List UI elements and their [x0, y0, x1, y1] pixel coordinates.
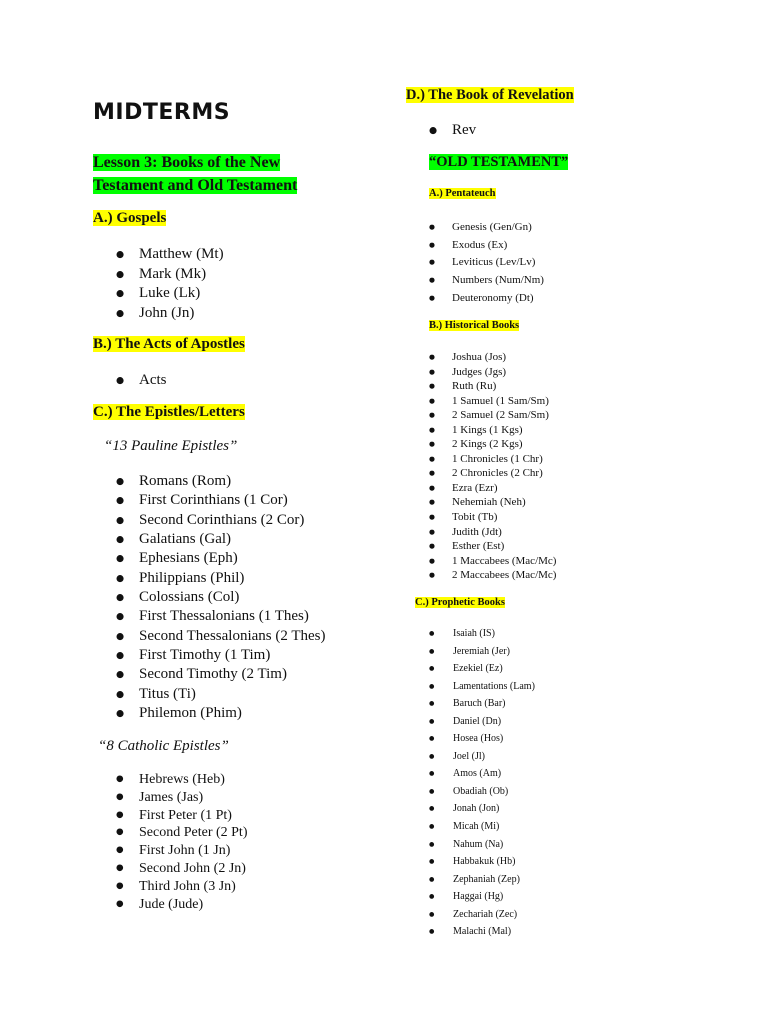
old-testament-heading: “OLD TESTAMENT” [429, 154, 569, 170]
list-item [429, 888, 535, 906]
bullet-icon: ● [116, 708, 125, 720]
list-item [429, 695, 535, 713]
list-item [429, 272, 544, 290]
list-item [116, 789, 247, 807]
list-item [116, 491, 326, 510]
list-item-text: First Thessalonians (1 Thes) [139, 608, 309, 625]
list-item-text: James (Jas) [139, 789, 204, 805]
bullet-icon: ● [429, 910, 435, 918]
list-item-text: Haggai (Hg) [453, 891, 504, 903]
list-item-text: Philemon (Phim) [139, 705, 242, 722]
list-item-text: Esther (Est) [452, 540, 505, 553]
list-item-text: Zephaniah (Zep) [453, 873, 520, 885]
list-item [116, 607, 326, 626]
bullet-icon: ● [429, 542, 435, 551]
list-item-text: First John (1 Jn) [139, 843, 231, 859]
list-item [429, 818, 535, 836]
list-item-text: 2 Chronicles (2 Chr) [452, 467, 543, 480]
bullet-icon: ● [116, 249, 125, 260]
list-item-text: Hebrews (Heb) [139, 772, 225, 787]
list-item [429, 510, 556, 525]
bullet-icon: ● [429, 805, 435, 813]
catholic-epistles-list [116, 771, 247, 913]
list-item [429, 219, 544, 237]
list-item [116, 860, 247, 878]
bullet-icon: ● [116, 476, 125, 487]
bullet-icon: ● [116, 791, 124, 802]
list-item [429, 350, 556, 365]
list-item [429, 554, 556, 569]
list-item [429, 678, 535, 696]
list-item-text: Jude (Jude) [139, 896, 204, 912]
list-item [116, 245, 224, 265]
list-item [429, 254, 544, 272]
list-item [429, 800, 535, 818]
catholic-epistles-label: “8 Catholic Epistles” [98, 738, 229, 754]
prophetic-books-list [429, 625, 535, 941]
bullet-icon: ● [429, 875, 435, 883]
pauline-epistles-list [116, 472, 326, 723]
list-item [429, 748, 535, 766]
bullet-icon: ● [116, 514, 125, 526]
list-item-text: Tobit (Tb) [452, 511, 498, 524]
bullet-icon: ● [116, 592, 125, 604]
list-item-text: First Corinthians (1 Cor) [139, 492, 288, 509]
list-item [429, 394, 556, 409]
bullet-icon: ● [116, 845, 124, 856]
list-item [116, 807, 247, 825]
bullet-icon: ● [429, 411, 435, 420]
bullet-icon: ● [429, 928, 435, 936]
list-item-text: First Timothy (1 Tim) [139, 647, 271, 664]
list-item-text: First Peter (1 Pt) [139, 807, 232, 823]
list-item-text: Colossians (Col) [139, 589, 240, 606]
list-item-text: Ruth (Ru) [452, 380, 497, 393]
list-item-text: Obadiah (Ob) [453, 785, 509, 797]
list-item [429, 237, 544, 255]
list-item [116, 511, 326, 530]
list-item-text: Joshua (Jos) [452, 351, 507, 363]
list-item [429, 423, 556, 438]
bullet-icon: ● [429, 682, 435, 690]
list-item [429, 871, 535, 889]
list-item-text: Exodus (Ex) [452, 238, 508, 251]
list-item-text: Genesis (Gen/Gn) [452, 221, 532, 233]
list-item-text: Second John (2 Jn) [139, 860, 246, 876]
list-item [429, 481, 556, 496]
list-item [429, 765, 535, 783]
list-item [116, 824, 247, 842]
list-item [116, 704, 326, 723]
list-item-text: Hosea (Hos) [453, 733, 504, 745]
list-item-text: Joel (Jl) [453, 750, 485, 762]
bullet-icon: ● [429, 293, 435, 302]
historical-books-heading: B.) Historical Books [429, 320, 520, 331]
epistles-heading: C.) The Epistles/Letters [93, 404, 245, 420]
bullet-icon: ● [429, 440, 435, 449]
bullet-icon: ● [116, 572, 125, 584]
bullet-icon: ● [429, 752, 435, 760]
list-item [429, 525, 556, 540]
list-item [429, 379, 556, 394]
list-item [429, 365, 556, 380]
bullet-icon: ● [429, 513, 435, 522]
list-item [429, 452, 556, 467]
list-item-text: Jonah (Jon) [453, 803, 500, 815]
list-item [116, 896, 247, 914]
bullet-icon: ● [429, 367, 435, 376]
bullet-icon: ● [429, 240, 435, 249]
list-item [429, 713, 535, 731]
list-item-text: Malachi (Mal) [453, 926, 512, 938]
list-item-text: Second Peter (2 Pt) [139, 825, 248, 841]
bullet-icon: ● [429, 382, 435, 391]
bullet-icon: ● [429, 125, 438, 136]
list-item-text: Mark (Mk) [139, 265, 207, 282]
list-item [116, 771, 247, 789]
bullet-icon: ● [429, 469, 435, 478]
list-item [429, 836, 535, 854]
bullet-icon: ● [429, 425, 435, 434]
list-item [429, 853, 535, 871]
list-item-text: Titus (Ti) [139, 685, 196, 702]
pentateuch-heading: A.) Pentateuch [429, 188, 496, 199]
bullet-icon: ● [116, 375, 125, 386]
list-item [116, 371, 167, 391]
lesson-heading-line-1: Lesson 3: Books of the New [93, 154, 281, 171]
list-item-text: Amos (Am) [453, 768, 502, 780]
list-item [429, 408, 556, 423]
bullet-icon: ● [116, 611, 125, 623]
bullet-icon: ● [429, 647, 435, 655]
bullet-icon: ● [116, 630, 125, 642]
bullet-icon: ● [116, 688, 125, 700]
list-item [429, 730, 535, 748]
list-item-text: 1 Chronicles (1 Chr) [452, 452, 543, 465]
list-item [429, 121, 476, 140]
bullet-icon: ● [116, 534, 125, 546]
list-item [429, 539, 556, 554]
list-item [429, 906, 535, 924]
list-item-text: Third John (3 Jn) [139, 878, 236, 894]
bullet-icon: ● [116, 553, 125, 565]
list-item-text: Judith (Jdt) [452, 525, 502, 538]
list-item [116, 588, 326, 607]
list-item [429, 660, 535, 678]
bullet-icon: ● [116, 827, 124, 838]
bullet-icon: ● [429, 665, 435, 673]
bullet-icon: ● [116, 669, 125, 681]
bullet-icon: ● [429, 700, 435, 708]
revelation-list [429, 121, 476, 140]
bullet-icon: ● [429, 840, 435, 848]
list-item [116, 284, 224, 304]
list-item-text: Nahum (Na) [453, 838, 504, 850]
list-item-text: 2 Kings (2 Kgs) [452, 438, 523, 451]
list-item-text: Judges (Jgs) [452, 365, 507, 378]
list-item-text: Luke (Lk) [139, 285, 201, 301]
list-item-text: 1 Samuel (1 Sam/Sm) [452, 394, 549, 407]
list-item-text: Ephesians (Eph) [139, 550, 238, 567]
list-item [116, 265, 224, 285]
list-item [116, 472, 326, 491]
list-item-text: Daniel (Dn) [453, 715, 502, 727]
list-item [116, 530, 326, 549]
bullet-icon: ● [429, 258, 435, 267]
list-item-text: Nehemiah (Neh) [452, 496, 526, 509]
bullet-icon: ● [116, 809, 124, 820]
bullet-icon: ● [116, 880, 124, 891]
bullet-icon: ● [429, 858, 435, 866]
bullet-icon: ● [116, 495, 125, 507]
bullet-icon: ● [116, 650, 125, 662]
list-item [116, 549, 326, 568]
bullet-icon: ● [429, 893, 435, 901]
bullet-icon: ● [429, 630, 435, 637]
bullet-icon: ● [116, 288, 125, 299]
list-item [429, 290, 544, 308]
list-item-text: 1 Maccabees (Mac/Mc) [452, 554, 557, 567]
list-item [116, 627, 326, 646]
bullet-icon: ● [429, 571, 435, 580]
bullet-icon: ● [429, 556, 435, 565]
list-item [116, 665, 326, 684]
list-item [429, 625, 535, 643]
bullet-icon: ● [116, 307, 125, 319]
list-item-text: Second Timothy (2 Tim) [139, 666, 287, 683]
list-item [116, 878, 247, 896]
list-item [429, 568, 556, 583]
bullet-icon: ● [116, 774, 124, 784]
list-item [116, 646, 326, 665]
bullet-icon: ● [429, 735, 435, 743]
list-item [116, 569, 326, 588]
list-item-text: John (Jn) [139, 304, 195, 321]
list-item-text: Ezekiel (Ez) [453, 663, 503, 675]
bullet-icon: ● [429, 787, 435, 795]
bullet-icon: ● [116, 898, 124, 909]
prophetic-books-heading: C.) Prophetic Books [415, 597, 505, 608]
list-item-text: Baruch (Bar) [453, 698, 506, 710]
list-item-text: Numbers (Num/Nm) [452, 274, 544, 287]
list-item-text: Second Thessalonians (2 Thes) [139, 627, 326, 644]
list-item-text: 1 Kings (1 Kgs) [452, 423, 523, 436]
list-item-text: Acts [139, 372, 167, 388]
historical-books-list [429, 350, 556, 583]
list-item [429, 783, 535, 801]
list-item-text: Deuteronomy (Dt) [452, 291, 534, 304]
list-item-text: 2 Maccabees (Mac/Mc) [452, 569, 557, 582]
list-item [429, 643, 535, 661]
pentateuch-list [429, 219, 544, 307]
list-item [429, 437, 556, 452]
list-item-text: Isaiah (IS) [453, 628, 495, 639]
page-title: MIDTERMS [93, 100, 231, 125]
bullet-icon: ● [429, 483, 435, 492]
bullet-icon: ● [429, 527, 435, 536]
gospels-heading: A.) Gospels [93, 210, 167, 226]
bullet-icon: ● [116, 268, 125, 280]
pauline-epistles-label: “13 Pauline Epistles” [104, 438, 238, 454]
list-item-text: Leviticus (Lev/Lv) [452, 256, 536, 269]
list-item [429, 495, 556, 510]
list-item-text: Second Corinthians (2 Cor) [139, 511, 305, 528]
list-item-text: Jeremiah (Jer) [453, 645, 510, 657]
bullet-icon: ● [429, 223, 435, 231]
bullet-icon: ● [429, 823, 435, 831]
list-item-text: Galatians (Gal) [139, 531, 232, 548]
bullet-icon: ● [429, 717, 435, 725]
list-item [429, 923, 535, 941]
list-item [116, 685, 326, 704]
gospels-list [116, 245, 224, 323]
lesson-heading [93, 152, 333, 197]
list-item-text: Philippians (Phil) [139, 569, 245, 586]
list-item-text: Romans (Rom) [139, 473, 232, 489]
list-item-text: Rev [452, 122, 477, 138]
list-item-text: Matthew (Mt) [139, 246, 224, 262]
bullet-icon: ● [429, 276, 435, 285]
bullet-icon: ● [429, 396, 435, 405]
acts-list [116, 371, 167, 391]
list-item [116, 842, 247, 860]
bullet-icon: ● [429, 454, 435, 463]
bullet-icon: ● [116, 862, 124, 873]
acts-heading: B.) The Acts of Apostles [93, 336, 245, 352]
list-item [116, 304, 224, 324]
bullet-icon: ● [429, 353, 435, 361]
bullet-icon: ● [429, 498, 435, 507]
list-item-text: Micah (Mi) [453, 821, 500, 833]
list-item-text: Lamentations (Lam) [453, 680, 535, 692]
list-item-text: 2 Samuel (2 Sam/Sm) [452, 409, 549, 422]
bullet-icon: ● [429, 770, 435, 778]
list-item-text: Habbakuk (Hb) [453, 856, 516, 868]
list-item-text: Ezra (Ezr) [452, 481, 498, 494]
list-item [429, 466, 556, 481]
list-item-text: Zechariah (Zec) [453, 908, 518, 920]
revelation-heading: D.) The Book of Revelation [406, 87, 574, 103]
lesson-heading-line-2: Testament and Old Testament [93, 176, 298, 194]
